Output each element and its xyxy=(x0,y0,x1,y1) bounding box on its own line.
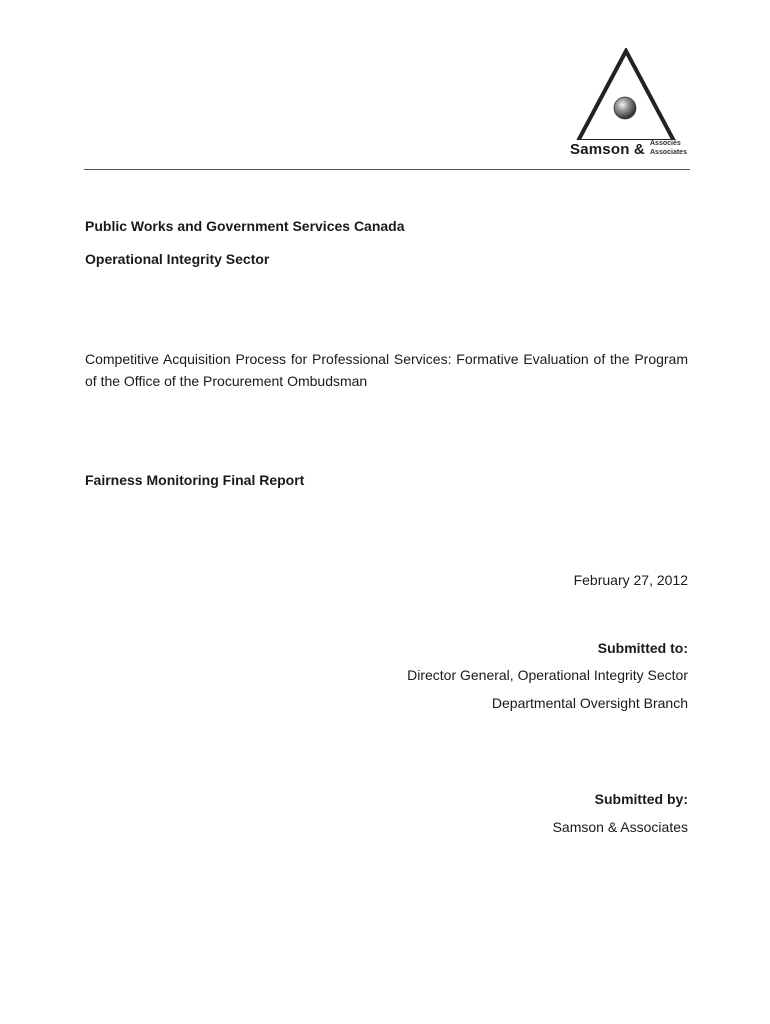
submitted-to-label: Submitted to: xyxy=(597,640,688,656)
logo-name-fr: Associés xyxy=(650,140,681,147)
organization-name: Public Works and Government Services Canada xyxy=(85,218,405,234)
report-date: February 27, 2012 xyxy=(573,572,688,588)
submitted-to-line-2: Departmental Oversight Branch xyxy=(491,695,688,711)
header-divider xyxy=(84,169,690,170)
submitted-to-line-1: Director General, Operational Integrity Sector xyxy=(407,667,688,683)
samson-associates-logo xyxy=(570,48,688,164)
submitted-by-label: Submitted by: xyxy=(594,791,688,807)
report-title: Fairness Monitoring Final Report xyxy=(85,472,305,488)
logo-name-main: Samson & xyxy=(570,141,645,158)
project-title: Competitive Acquisition Process for Professional Services: Formative Evaluation of the Program of the Office of the Procurement Ombudsman xyxy=(85,351,688,389)
logo-name-en: Associates xyxy=(650,149,687,156)
sector-name: Operational Integrity Sector xyxy=(85,251,270,267)
submitted-by-name: Samson & Associates xyxy=(552,819,688,835)
